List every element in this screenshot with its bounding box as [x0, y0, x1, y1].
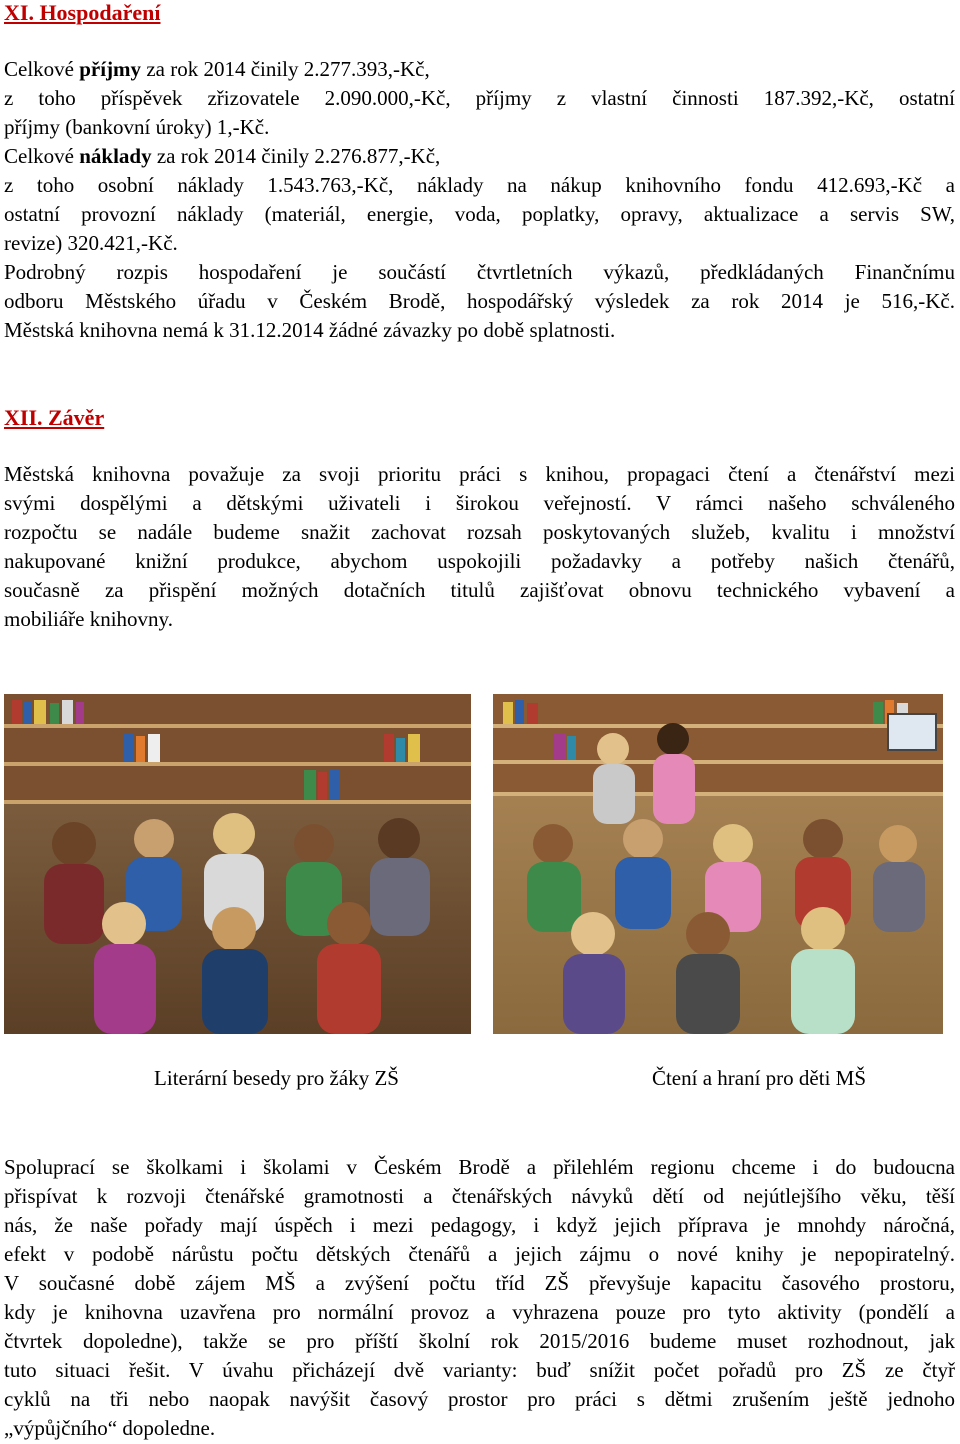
text-line: z toho osobní náklady 1.543.763,-Kč, náklady na nákup knihovního fondu 412.693,-Kč a [4, 173, 955, 197]
text-line: z toho příspěvek zřizovatele 2.090.000,-Kč, příjmy z vlastní činnosti 187.392,-Kč, ostatní [4, 86, 955, 110]
photo-placeholder-art [493, 694, 943, 1034]
text-span: Celkové [4, 144, 80, 168]
text-span: za rok 2014 činily 2.276.877,-Kč, [151, 144, 441, 168]
photo-caption-left: Literární besedy pro žáky ZŠ [154, 1066, 399, 1090]
text-line: Spoluprací se školkami i školami v Českém Brodě a přilehlém regionu chceme i do budoucna [4, 1155, 955, 1179]
text-line [4, 55, 955, 84]
text-line: ostatní provozní náklady (materiál, energie, voda, poplatky, opravy, aktualizace a servis SW, [4, 202, 955, 226]
photo-caption-right: Čtení a hraní pro děti MŠ [651, 1066, 867, 1090]
text-line: kdy je knihovna uzavřena pro normální provoz a vyhrazena pouze pro tyto aktivity (pondělí a [4, 1300, 955, 1324]
text-span: za rok 2014 činily 2.277.393,-Kč, [141, 57, 430, 81]
photo-placeholder-art [4, 694, 471, 1034]
text-line: Podrobný rozpis hospodaření je součástí čtvrtletních výkazů, předkládaných Finančnímu [4, 260, 955, 284]
text-span: Celkové [4, 57, 80, 81]
text-line: přispívat k rozvoji čtenářské gramotnosti a čtenářských návyků dětí od nejútlejšího věku, těší [4, 1184, 955, 1208]
bold-term-prijmy: příjmy [79, 57, 142, 81]
photo-kindergarten-reading [493, 694, 943, 1034]
bold-term-naklady: náklady [79, 144, 152, 168]
text-line: „výpůjčního“ dopoledne. [4, 1416, 216, 1440]
section-hospodareni-text [4, 55, 955, 345]
text-line: příjmy (bankovní úroky) 1,-Kč. [4, 115, 270, 139]
text-line: rozpočtu se nadále budeme snažit zachovat rozsah poskytovaných služeb, kvalitu i množství [4, 520, 955, 544]
photo-pupils-literary-session [4, 694, 471, 1034]
section-heading-hospodareni: XI. Hospodaření [4, 0, 161, 25]
text-line: svými dospělými a dětskými uživateli i širokou veřejností. V rámci našeho schváleného [4, 491, 955, 515]
text-line: mobiliáře knihovny. [4, 607, 173, 631]
text-line: revize) 320.421,-Kč. [4, 231, 178, 255]
text-line: současně za přispění možných dotačních titulů zajišťovat obnovu technického vybavení a [4, 578, 955, 602]
text-line: efekt v podobě nárůstu počtu dětských čtenářů a jejich zájmu o nové knihy je nepopiratelný. [4, 1242, 955, 1266]
text-line: V současné době zájem MŠ a zvýšení počtu tříd ZŠ převyšuje kapacitu časového prostoru, [4, 1271, 955, 1295]
text-line [4, 142, 955, 171]
text-line: čtvrtek dopoledne), takže se pro příští školní rok 2015/2016 budeme muset rozhodnout, jak [4, 1329, 955, 1353]
section-heading-zaver: XII. Závěr [4, 405, 105, 430]
text-line: nakupované knižní produkce, abychom uspokojili požadavky a potřeby našich čtenářů, [4, 549, 955, 573]
text-line: Městská knihovna nemá k 31.12.2014 žádné závazky po době splatnosti. [4, 318, 616, 342]
section-zaver-text [4, 460, 955, 634]
text-line: odboru Městského úřadu v Českém Brodě, hospodářský výsledek za rok 2014 je 516,-Kč. [4, 289, 955, 313]
closing-paragraph [4, 1153, 955, 1443]
text-line: cyklů na tři nebo naopak navýšit časový prostor pro práci s dětmi zrušením ještě jednoho [4, 1387, 955, 1411]
text-line: tuto situaci řešit. V úvahu přicházejí dvě varianty: buď snížit počet pořadů pro ZŠ ze čtyř [4, 1358, 955, 1382]
text-line: Městská knihovna považuje za svoji prioritu práci s knihou, propagaci čtení a čtenářství mezi [4, 462, 955, 486]
text-line: nás, že naše pořady mají úspěch i mezi pedagogy, i když jejich příprava je mnohdy náročná, [4, 1213, 955, 1237]
